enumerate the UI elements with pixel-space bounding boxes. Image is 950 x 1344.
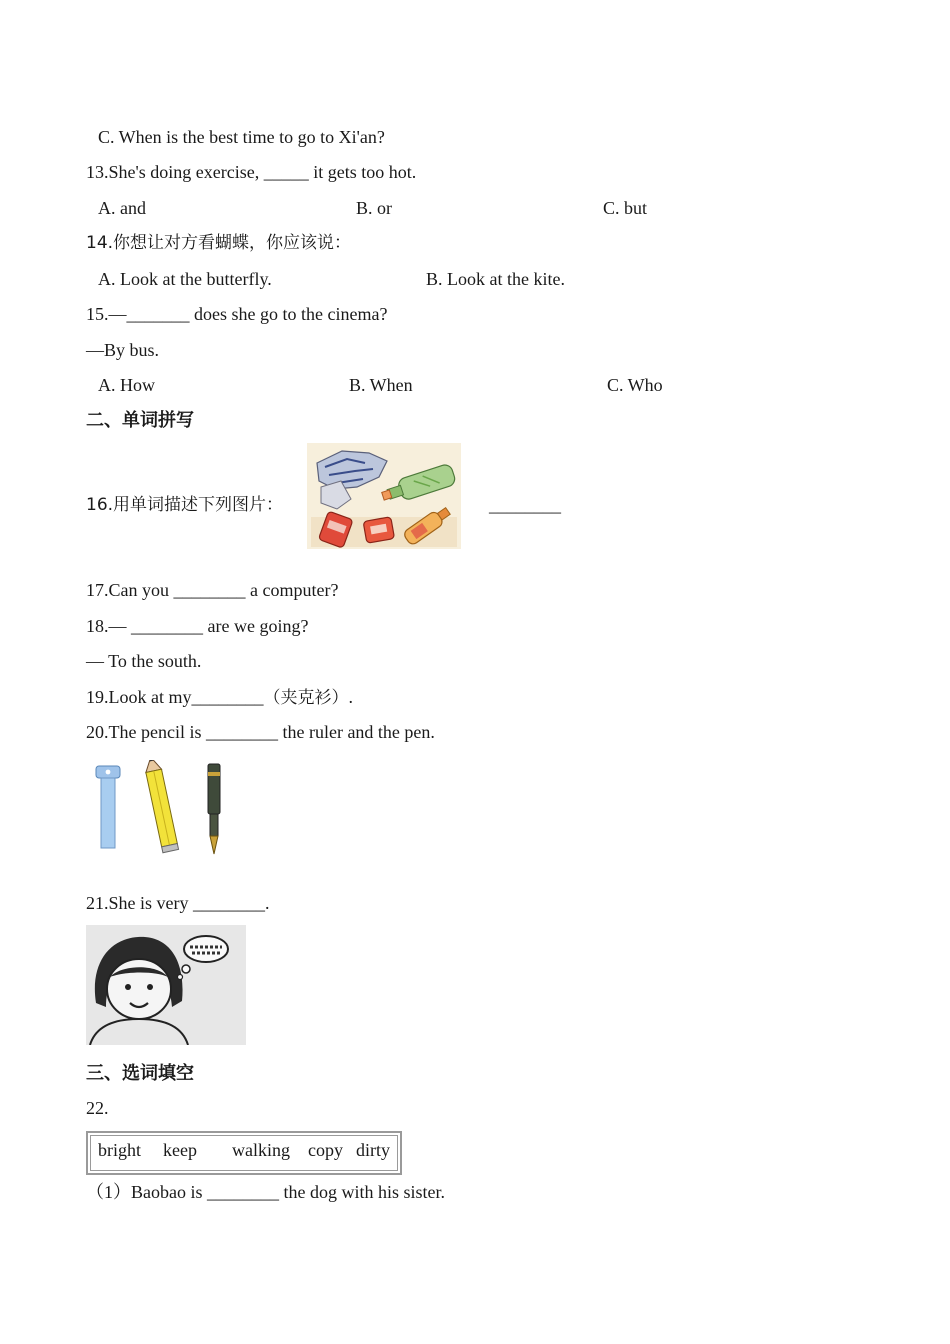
q14-option-b: B. Look at the kite. bbox=[426, 269, 565, 289]
q15-option-b: B. When bbox=[349, 375, 413, 395]
q22-sub1: （1）Baobao is ________ the dog with his sister. bbox=[86, 1182, 445, 1202]
q20-stem: 20.The pencil is ________ the ruler and the pen. bbox=[86, 722, 435, 742]
q22-number: 22. bbox=[86, 1098, 109, 1118]
q19-stem bbox=[86, 686, 353, 709]
q17-stem: 17.Can you ________ a computer? bbox=[86, 580, 339, 600]
word-bank-item: dirty bbox=[356, 1140, 390, 1160]
word-bank-item: copy bbox=[308, 1140, 343, 1160]
ruler-pencil-pen-picture bbox=[90, 760, 230, 860]
q21-stem: 21.She is very ________. bbox=[86, 893, 270, 913]
q13-option-c: C. but bbox=[603, 198, 648, 218]
word-bank-item: walking bbox=[232, 1140, 290, 1160]
word-bank-item: keep bbox=[163, 1140, 197, 1160]
q19-stem-en: 19.Look at my________ bbox=[86, 687, 264, 707]
q16-stem: 16.用单词描述下列图片： bbox=[86, 495, 284, 515]
q19-hint-cn: （夹克衫） bbox=[263, 688, 349, 708]
word-bank-item: bright bbox=[98, 1140, 141, 1160]
girl-thinking-picture bbox=[86, 925, 246, 1045]
q13-option-b: B. or bbox=[356, 198, 392, 218]
q19-stem-end: . bbox=[348, 687, 353, 707]
q14-stem: 14.你想让对方看蝴蝶，你应该说： bbox=[86, 233, 352, 253]
q12-option-c: C. When is the best time to go to Xi'an? bbox=[98, 127, 385, 147]
q15-option-c: C. Who bbox=[607, 375, 663, 395]
q18-stem: 18.— ________ are we going? bbox=[86, 616, 309, 636]
q13-option-a: A. and bbox=[98, 198, 146, 218]
q15-answer: —By bus. bbox=[86, 340, 160, 360]
q15-stem: 15.—_______ does she go to the cinema? bbox=[86, 304, 388, 324]
section-heading-word-choice: 三、选词填空 bbox=[86, 1063, 194, 1084]
section-heading-spelling: 二、单词拼写 bbox=[86, 410, 194, 431]
rubbish-picture bbox=[307, 443, 461, 549]
q16-answer-blank[interactable]: ________ bbox=[489, 495, 561, 515]
q18-answer: — To the south. bbox=[86, 651, 202, 671]
q15-option-a: A. How bbox=[98, 375, 155, 395]
q14-option-a: A. Look at the butterfly. bbox=[98, 269, 272, 289]
q13-stem: 13.She's doing exercise, _____ it gets too hot. bbox=[86, 162, 417, 182]
